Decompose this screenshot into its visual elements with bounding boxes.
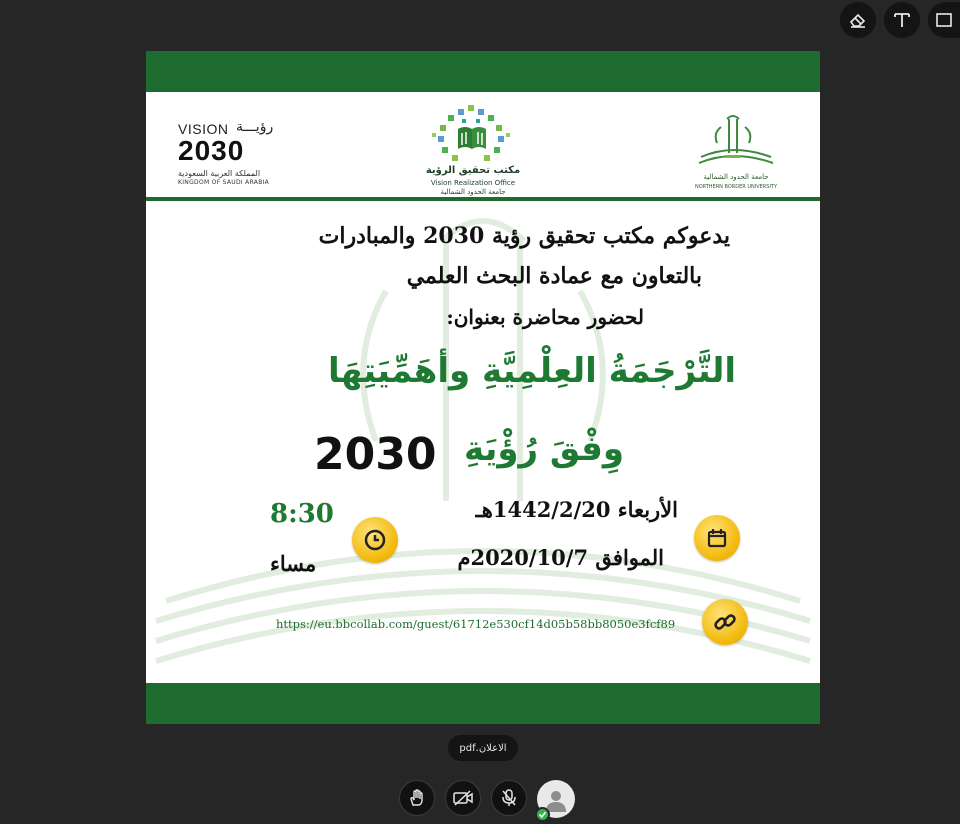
vision-realization-office-logo [418,103,528,197]
eraser-icon [848,10,868,30]
clock-badge [352,517,398,563]
eraser-tool-button[interactable] [840,2,876,38]
status-indicator [535,807,550,822]
shape-tool-button[interactable] [928,2,960,38]
lecture-title-line-2 [464,429,624,469]
vro-emblem-icon [418,103,528,165]
vision-2030-logo [178,121,278,187]
check-icon [538,810,547,819]
camera-toggle-button[interactable] [445,780,481,816]
lecture-time: 8:30 [270,499,334,529]
shared-file-name: الاعلان.pdf [448,735,518,761]
title-year-text: 2030 [314,429,437,480]
invitation-line-3: لحضور محاضرة بعنوان: [446,305,644,329]
vision-word: VISION [178,121,229,137]
calendar-icon [705,526,729,550]
link-badge [702,599,748,645]
vision-year: 2030 [178,135,245,166]
invitation-line-2: بالتعاون مع عمادة البحث العلمي [406,263,702,289]
session-controls [399,780,575,818]
vision-2030-title-mark [314,429,464,480]
nbu-english-name: NORTHERN BORDER UNIVERSITY [694,184,778,190]
nbu-arabic-name: جامعة الحدود الشمالية [703,173,769,181]
university-emblem-icon [691,113,781,171]
date-gregorian: الموافق 2020/10/7م [457,545,664,570]
northern-border-university-logo [691,113,781,193]
date-hijri: الأربعاء 1442/2/20هـ [475,497,678,522]
text-tool-icon [892,10,912,30]
session-link[interactable]: https://eu.bbcollab.com/guest/61712e530cf14d05b58bb8050e3fcf89 [276,617,676,631]
vro-university-name: جامعة الحدود الشمالية [440,188,506,196]
time-period: مساء [270,551,317,576]
raise-hand-icon [407,788,427,808]
my-status-button[interactable] [537,780,575,818]
kingdom-english-label: KINGDOM OF SAUDI ARABIA [178,179,270,186]
annotation-toolbar [840,2,960,38]
vro-arabic-name: مكتب تحقيق الرؤية [425,165,521,176]
clock-icon [363,528,387,552]
vision-arabic-word: رؤيـــة [236,119,274,135]
lecture-title-line-2-text: وِفْقَ رُؤْيَةِ [464,429,624,469]
kingdom-arabic-label: المملكة العربية السعودية [178,169,261,178]
shape-tool-icon [934,10,954,30]
invitation-line-1: يدعوكم مكتب تحقيق رؤية 2030 والمبادرات [318,223,730,249]
slide-top-band [146,51,820,92]
link-icon [712,609,738,635]
microphone-off-icon [499,788,519,808]
camera-off-icon [452,788,474,808]
vro-english-name: Vision Realization Office [430,179,516,187]
calendar-badge [694,515,740,561]
raise-hand-button[interactable] [399,780,435,816]
lecture-title-line-1: التَّرْجَمَةُ العِلْمِيَّةِ وأهَمِّيَتِهَا [328,351,736,391]
text-tool-button[interactable] [884,2,920,38]
slide-bottom-band [146,683,820,724]
microphone-toggle-button[interactable] [491,780,527,816]
shared-presentation-slide [146,51,820,724]
